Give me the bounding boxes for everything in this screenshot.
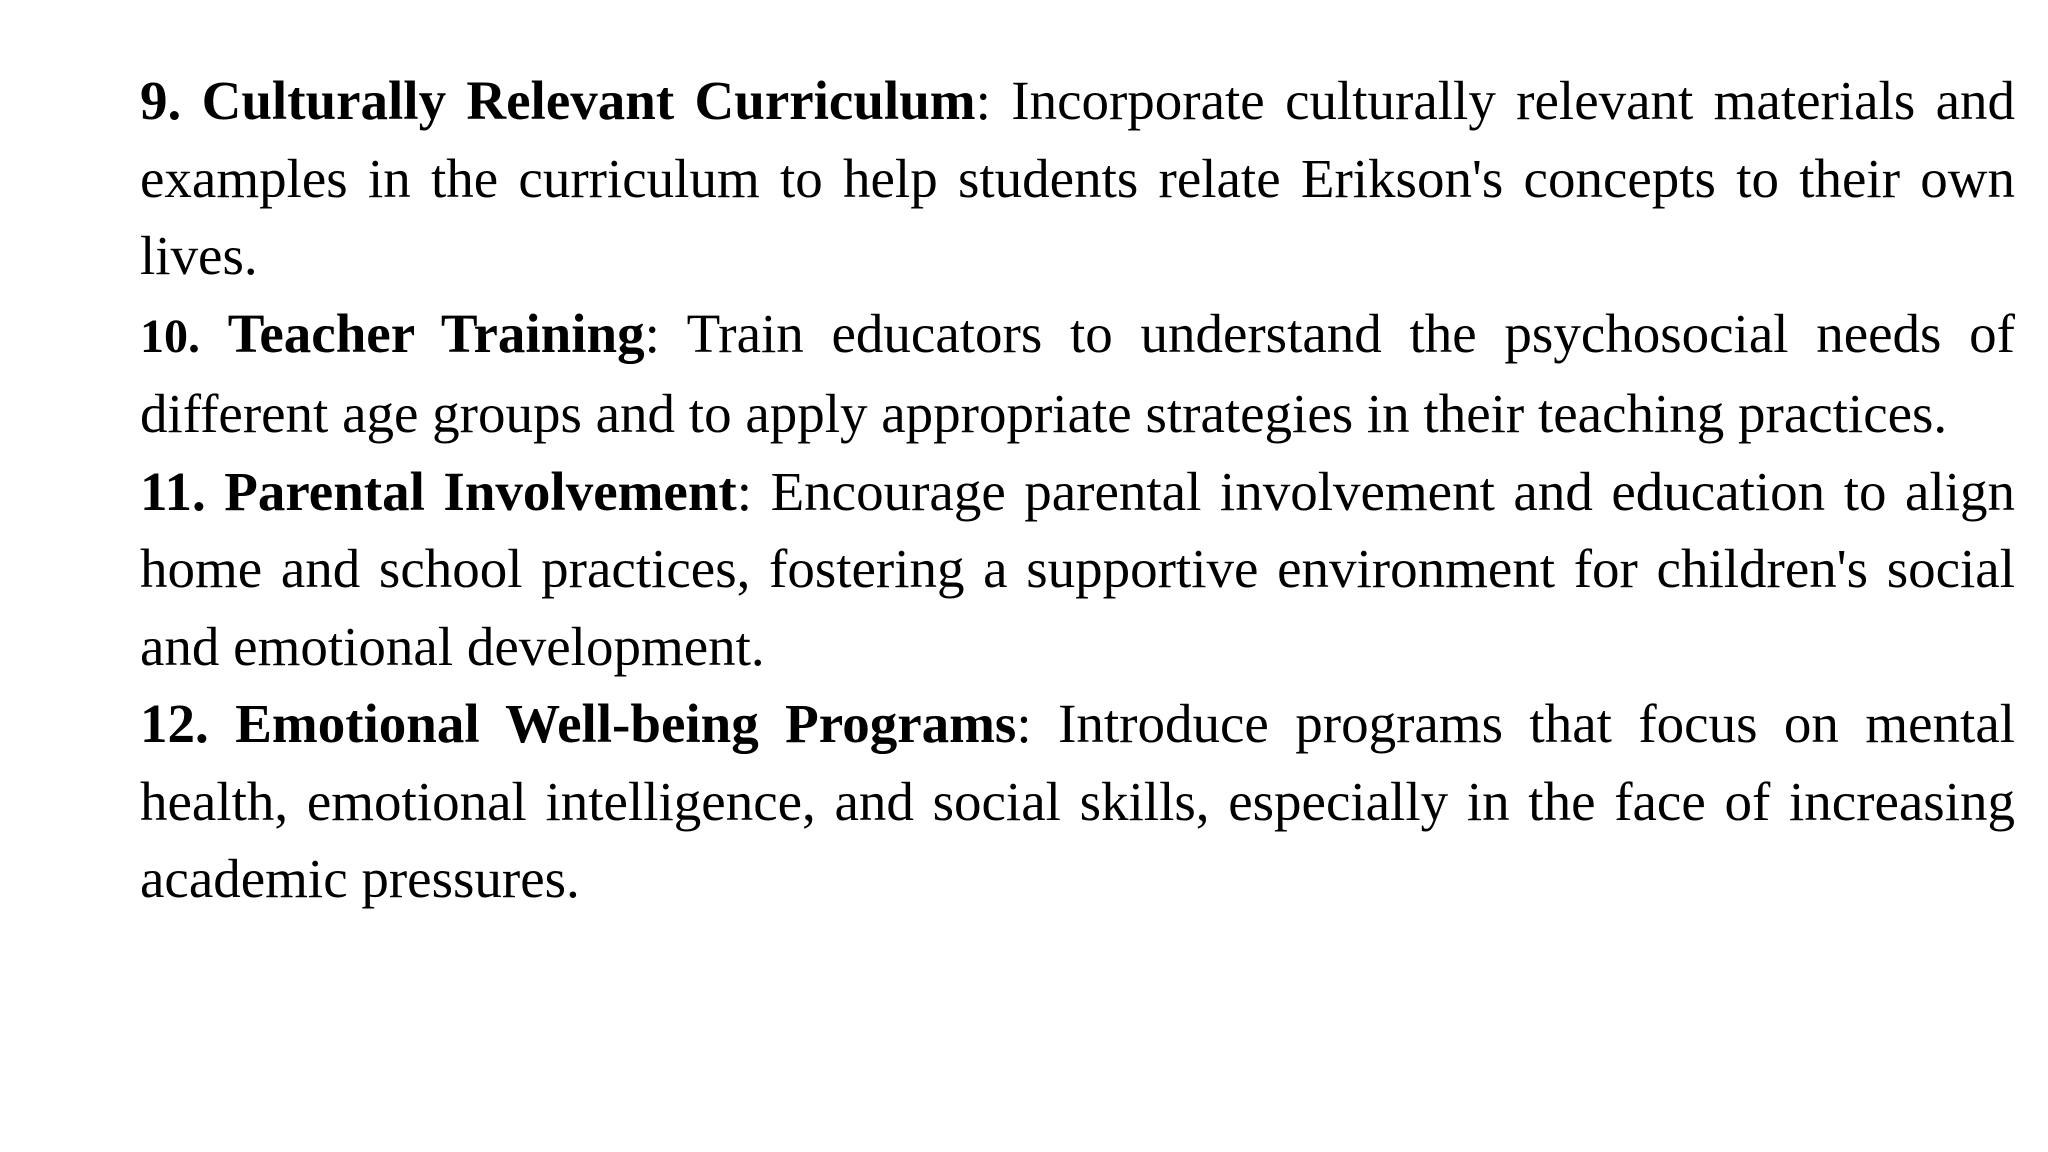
item-term: Parental Involvement	[224, 460, 737, 522]
item-separator: :	[975, 70, 991, 131]
item-term: Culturally Relevant Curriculum	[201, 70, 976, 131]
item-term: Teacher Training	[227, 302, 645, 364]
list-item-9	[140, 62, 2015, 295]
item-text: Introduce programs that focus on mental health, emotional intelligence, and social skills, especially in the face of increasing academic pressures.	[140, 693, 2016, 909]
list-item-11	[140, 453, 2015, 686]
item-number: 10.	[140, 309, 200, 363]
item-text: Incorporate culturally relevant materials and examples in the curriculum to help students relate Erikson's concepts to their own lives.	[140, 70, 2015, 286]
item-number: 12.	[140, 693, 209, 754]
item-text: Train educators to understand the psychosocial needs of different age groups and to apply appropriate strategies in their teaching practices.	[140, 302, 2015, 444]
item-number: 9.	[140, 70, 182, 131]
list-item-12	[140, 685, 2015, 918]
item-separator: :	[644, 302, 660, 364]
item-term: Emotional Well-being Programs	[235, 693, 1017, 754]
item-separator: :	[736, 460, 753, 522]
item-separator: :	[1016, 693, 1032, 754]
item-number: 11.	[140, 460, 206, 522]
document-page	[140, 62, 2015, 918]
list-item-10	[140, 295, 2015, 453]
item-text: Encourage parental involvement and education to align home and school practices, fostering a supportive environment for children's social and emotional development.	[140, 460, 2016, 677]
